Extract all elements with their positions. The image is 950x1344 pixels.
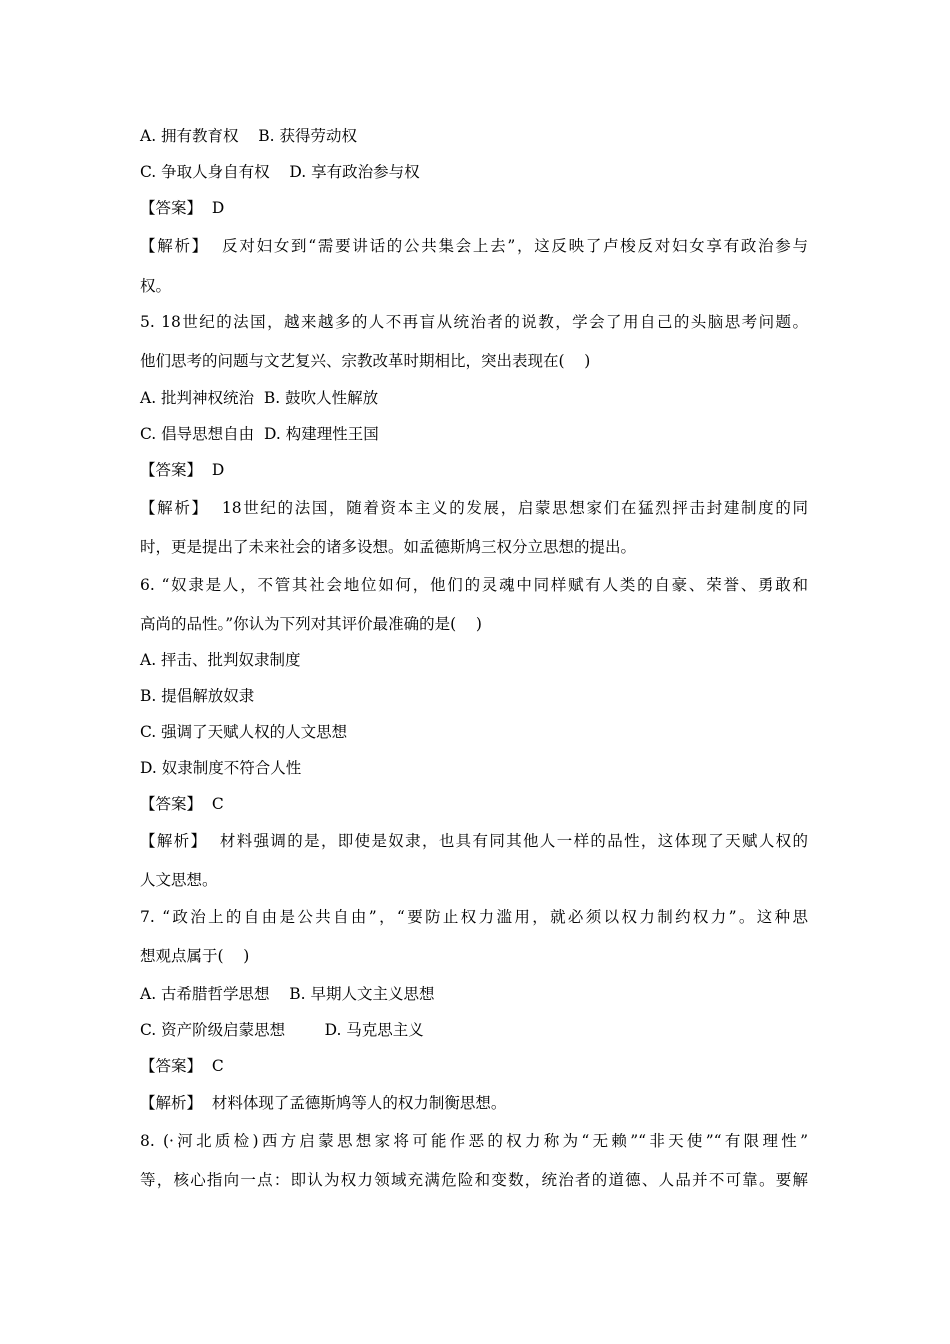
q6-option-a: A. 抨击、批判奴隶制度 <box>140 651 301 669</box>
q6-stem-line-2: 高尚的品性。”你认为下列对其评价最准确的是( ) <box>140 615 482 633</box>
q5-stem-line-1: 5. 18世纪的法国，越来越多的人不再盲从统治者的说教，学会了用自己的头脑思考问题。 <box>140 313 808 331</box>
q7-option-cd: C. 资产阶级启蒙思想 D. 马克思主义 <box>140 1021 424 1039</box>
q5-option-cd: C. 倡导思想自由 D. 构建理性王国 <box>140 425 379 443</box>
q6-option-c: C. 强调了天赋人权的人文思想 <box>140 723 348 741</box>
q5-stem-line-2: 他们思考的问题与文艺复兴、宗教改革时期相比，突出表现在( ) <box>140 352 591 370</box>
q4-answer: 【答案】 D <box>140 199 225 217</box>
q6-analysis-line-1: 【解析】 材料强调的是，即使是奴隶，也具有同其他人一样的品性，这体现了天赋人权的 <box>140 832 808 850</box>
q5-answer: 【答案】 D <box>140 461 225 479</box>
q7-answer: 【答案】 C <box>140 1057 224 1075</box>
q7-analysis: 【解析】 材料体现了孟德斯鸠等人的权力制衡思想。 <box>140 1094 507 1112</box>
q8-stem-line-2: 等，核心指向一点：即认为权力领域充满危险和变数，统治者的道德、人品并不可靠。要解 <box>140 1171 808 1189</box>
q7-option-ab: A. 古希腊哲学思想 B. 早期人文主义思想 <box>140 985 435 1003</box>
q6-stem-line-1: 6. “奴隶是人，不管其社会地位如何，他们的灵魂中同样赋有人类的自豪、荣誉、勇敢和 <box>140 576 808 594</box>
q7-stem-line-1: 7. “政治上的自由是公共自由”，“要防止权力滥用，就必须以权力制约权力”。这种思 <box>140 908 808 926</box>
q4-option-ab: A. 拥有教育权 B. 获得劳动权 <box>140 127 358 145</box>
q5-analysis-line-1: 【解析】 18世纪的法国，随着资本主义的发展，启蒙思想家们在猛烈抨击封建制度的同 <box>140 499 808 517</box>
q6-answer: 【答案】 C <box>140 795 224 813</box>
q4-analysis-line-2: 权。 <box>140 277 172 295</box>
q6-analysis-line-2: 人文思想。 <box>140 871 218 889</box>
q7-stem-line-2: 想观点属于( ) <box>140 947 250 965</box>
q5-option-ab: A. 批判神权统治 B. 鼓吹人性解放 <box>140 389 379 407</box>
q4-option-cd: C. 争取人身自有权 D. 享有政治参与权 <box>140 163 420 181</box>
q8-stem-line-1: 8. (·河北质检)西方启蒙思想家将可能作恶的权力称为“无赖”“非天使”“有限理性” <box>140 1132 808 1150</box>
q4-analysis-line-1: 【解析】 反对妇女到“需要讲话的公共集会上去”，这反映了卢梭反对妇女享有政治参与 <box>140 237 808 255</box>
q6-option-b: B. 提倡解放奴隶 <box>140 687 255 705</box>
q5-analysis-line-2: 时，更是提出了未来社会的诸多设想。如孟德斯鸠三权分立思想的提出。 <box>140 538 637 556</box>
q6-option-d: D. 奴隶制度不符合人性 <box>140 759 302 777</box>
